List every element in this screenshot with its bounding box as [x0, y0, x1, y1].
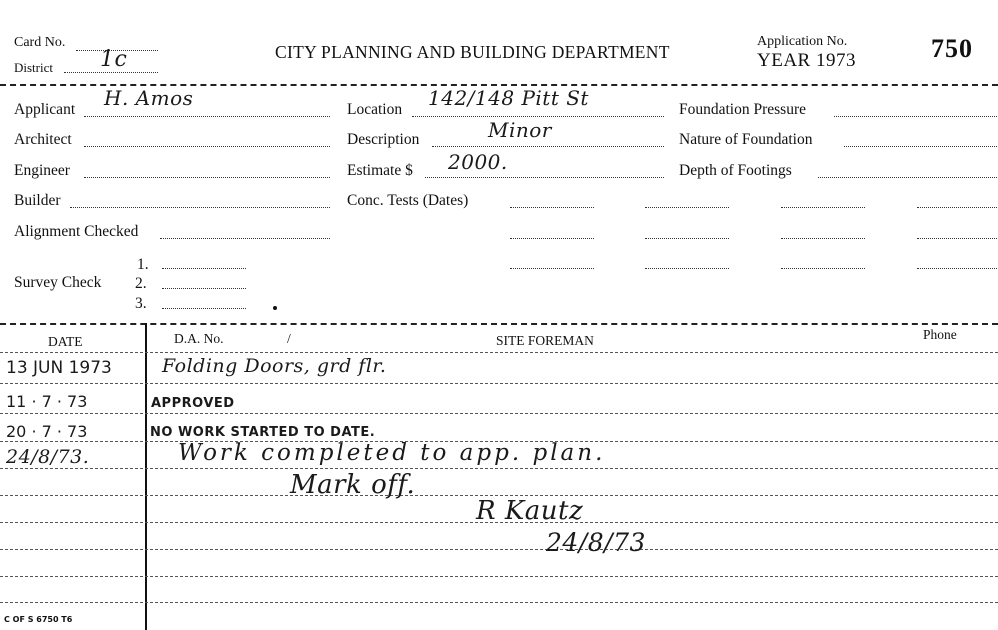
survey-number-2: 2. [135, 275, 147, 292]
site-foreman-header: SITE FOREMAN [496, 333, 594, 348]
phone-header: Phone [923, 327, 957, 342]
description-line [432, 146, 664, 147]
table-row-line [0, 468, 998, 469]
foundation-pressure-label: Foundation Pressure [679, 101, 807, 118]
conc-test-line [917, 207, 997, 208]
department-title: CITY PLANNING AND BUILDING DEPARTMENT [275, 42, 670, 62]
location-value: 142/148 Pitt St [428, 86, 589, 110]
log-entry-note: NO WORK STARTED TO DATE. [150, 425, 376, 440]
table-row-line [0, 352, 998, 353]
application-no-label: Application No. [757, 34, 848, 49]
alignment-line [160, 238, 330, 239]
location-line [412, 116, 664, 117]
nature-foundation-label: Nature of Foundation [679, 131, 813, 148]
log-entry-note: Folding Doors, grd flr. [162, 355, 387, 377]
application-number: 750 [931, 34, 973, 63]
conc-test-line [510, 207, 594, 208]
applicant-label: Applicant [14, 101, 76, 118]
conc-test-line [645, 207, 729, 208]
date-column-divider [145, 323, 147, 630]
estimate-line [425, 177, 664, 178]
signature-date: 24/8/73 [546, 528, 646, 557]
log-entry-note: Work completed to app. plan. [178, 440, 606, 466]
description-label: Description [347, 131, 420, 148]
log-entry-date: 13 JUN 1973 [6, 358, 112, 378]
conc-test-line [781, 207, 865, 208]
year-label: YEAR 1973 [757, 50, 856, 71]
table-row-line [0, 549, 998, 550]
district-value: 1c [100, 47, 128, 72]
survey-line-2 [162, 288, 246, 289]
applicant-value: H. Amos [104, 86, 194, 110]
conc-test-line [510, 268, 594, 269]
builder-label: Builder [14, 192, 61, 209]
survey-number-1: 1. [137, 256, 149, 273]
table-row-line [0, 602, 998, 603]
log-entry-date: 20 · 7 · 73 [6, 422, 88, 441]
engineer-line [84, 177, 330, 178]
alignment-label: Alignment Checked [14, 223, 139, 240]
date-header: DATE [48, 334, 83, 349]
conc-tests-label: Conc. Tests (Dates) [347, 192, 469, 209]
builder-line [70, 207, 330, 208]
form-code: C OF S 6750 T6 [4, 615, 73, 624]
table-row-line [0, 576, 998, 577]
engineer-label: Engineer [14, 162, 70, 179]
da-no-slash: / [287, 331, 291, 346]
architect-line [84, 146, 330, 147]
da-no-header: D.A. No. [174, 331, 224, 346]
depth-footings-label: Depth of Footings [679, 162, 792, 179]
survey-line-1 [162, 268, 246, 269]
log-table-top-border [0, 323, 998, 325]
description-value: Minor [488, 118, 552, 142]
stray-dot [273, 306, 277, 310]
marked-off-note: Mark off. [290, 470, 416, 500]
conc-test-line [781, 238, 865, 239]
estimate-label: Estimate $ [347, 162, 413, 179]
estimate-value: 2000. [448, 150, 508, 174]
log-entry-date: 11 · 7 · 73 [6, 392, 88, 411]
depth-footings-line [818, 177, 997, 178]
conc-test-line [645, 268, 729, 269]
conc-test-line [645, 238, 729, 239]
architect-label: Architect [14, 131, 72, 148]
log-entry-date: 24/8/73. [6, 446, 90, 468]
conc-test-line [510, 238, 594, 239]
district-label: District [14, 60, 53, 75]
foreman-signature: R Kautz [476, 496, 584, 526]
survey-number-3: 3. [135, 295, 147, 312]
location-label: Location [347, 101, 403, 118]
conc-test-line [917, 238, 997, 239]
survey-line-3 [162, 308, 246, 309]
applicant-line [84, 116, 330, 117]
nature-foundation-line [844, 146, 997, 147]
foundation-pressure-line [834, 116, 997, 117]
table-row-line [0, 413, 998, 414]
card-no-label: Card No. [14, 35, 66, 50]
conc-test-line [781, 268, 865, 269]
survey-label: Survey Check [14, 274, 102, 291]
district-line [64, 72, 158, 73]
table-row-line [0, 383, 998, 384]
conc-test-line [917, 268, 997, 269]
log-entry-note: APPROVED [151, 396, 235, 411]
